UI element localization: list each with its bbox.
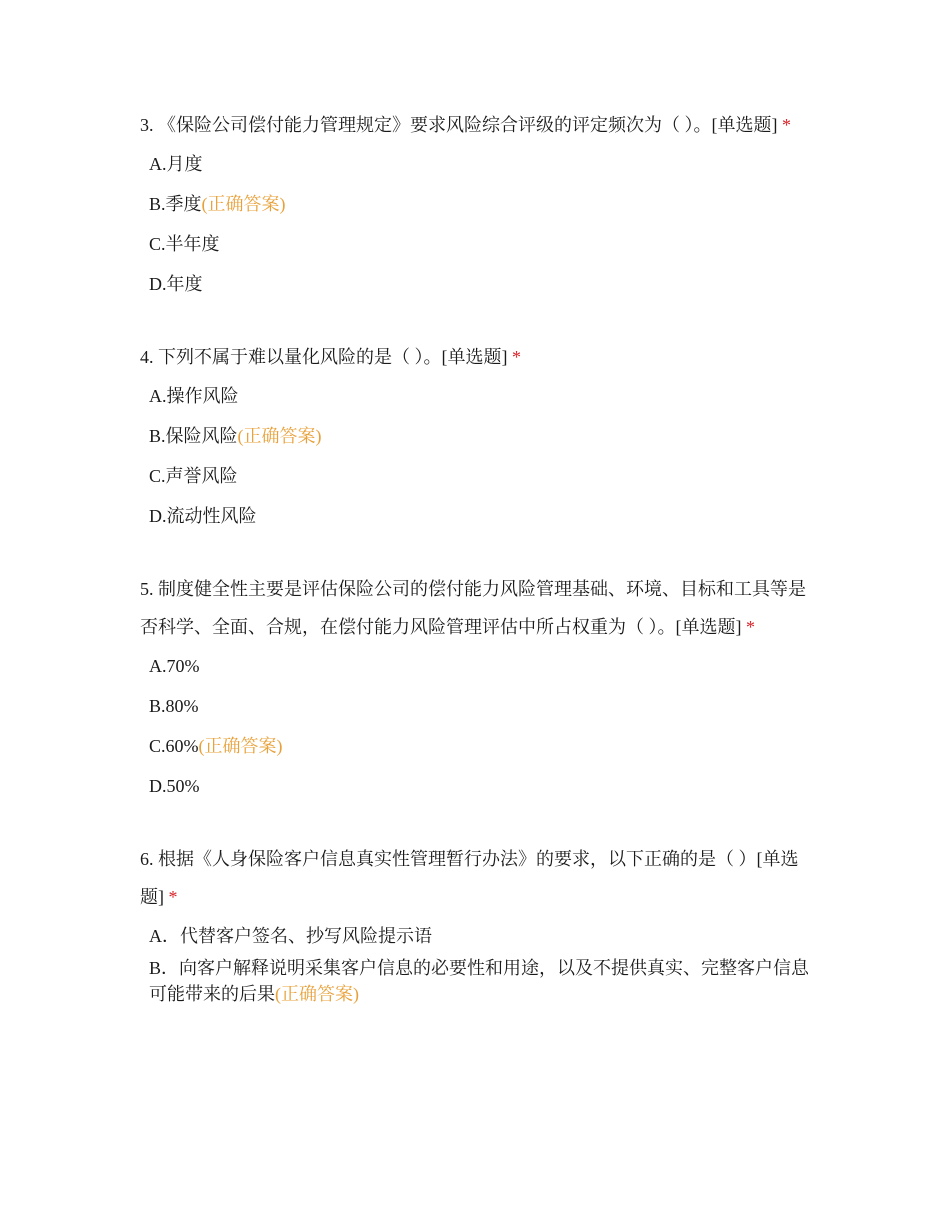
question-number: 5. [140, 579, 154, 599]
option-label: A.月度 [149, 154, 203, 174]
option-label: B.季度 [149, 194, 202, 214]
option-label: D.年度 [149, 274, 203, 294]
correct-answer-tag: (正确答案) [237, 426, 322, 446]
question-text [140, 338, 820, 376]
option-label: D.50% [149, 776, 200, 796]
question-6 [140, 840, 820, 1007]
question-text [140, 106, 820, 144]
option-label: C.60% [149, 736, 199, 756]
option-a [149, 383, 820, 409]
option-a [149, 923, 820, 949]
required-mark: * [746, 617, 755, 637]
option-c [149, 231, 820, 257]
question-number: 3. [140, 115, 154, 135]
correct-answer-tag: (正确答案) [201, 194, 286, 214]
option-d [149, 503, 820, 529]
option-label: C.声誉风险 [149, 466, 238, 486]
correct-answer-tag: (正确答案) [198, 736, 283, 756]
option-label: A.操作风险 [149, 386, 239, 406]
required-mark: * [512, 347, 521, 367]
question-text [140, 570, 820, 646]
question-body: 下列不属于难以量化风险的是（ ）。[单选题] [158, 347, 508, 367]
question-3 [140, 106, 820, 297]
question-number: 4. [140, 347, 154, 367]
option-b [149, 191, 820, 217]
option-b [149, 955, 820, 1007]
option-d [149, 773, 820, 799]
option-a [149, 151, 820, 177]
question-body: 制度健全性主要是评估保险公司的偿付能力风险管理基础、环境、目标和工具等是否科学、全面、合规，在偿付能力风险管理评估中所占权重为（ ）。[单选题] [140, 579, 806, 637]
question-body: 《保险公司偿付能力管理规定》要求风险综合评级的评定频次为（ ）。[单选题] [158, 115, 778, 135]
required-mark: * [782, 115, 791, 135]
option-label: A.70% [149, 656, 200, 676]
correct-answer-tag: (正确答案) [275, 984, 359, 1004]
option-d [149, 271, 820, 297]
question-4 [140, 338, 820, 529]
question-body: 根据《人身保险客户信息真实性管理暂行办法》的要求，以下正确的是（ ）[单选题] [140, 849, 799, 907]
question-text [140, 840, 820, 916]
option-b [149, 423, 820, 449]
questionnaire [140, 106, 820, 1048]
option-c [149, 733, 820, 759]
option-c [149, 463, 820, 489]
option-label: A．代替客户签名、抄写风险提示语 [149, 926, 432, 946]
question-number: 6. [140, 849, 154, 869]
option-b [149, 693, 820, 719]
question-5 [140, 570, 820, 799]
option-label: B．向客户解释说明采集客户信息的必要性和用途，以及不提供真实、完整客户信息可能带来的后果 [149, 958, 810, 1004]
option-label: C.半年度 [149, 234, 220, 254]
option-label: D.流动性风险 [149, 506, 257, 526]
option-a [149, 653, 820, 679]
required-mark: * [168, 887, 178, 907]
option-label: B.保险风险 [149, 426, 238, 446]
option-label: B.80% [149, 696, 199, 716]
